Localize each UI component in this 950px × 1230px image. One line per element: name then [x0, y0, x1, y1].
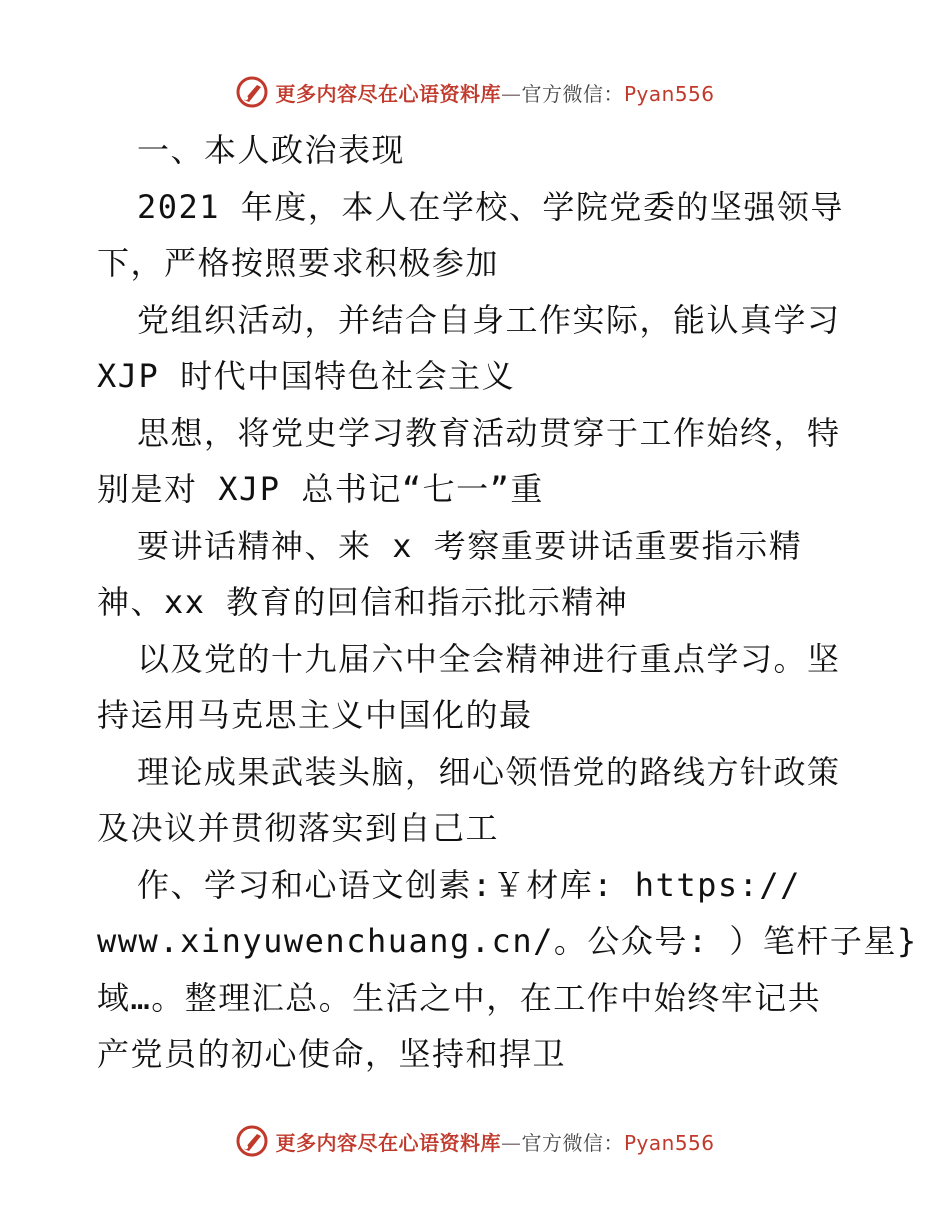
- footer-banner-wechat-label: 官方微信：: [521, 1130, 624, 1155]
- paragraph-line: 2021 年度，本人在学校、学院党委的坚强领导: [137, 187, 844, 226]
- paragraph-line: 理论成果武装头脑，细心领悟党的路线方针政策: [137, 752, 841, 791]
- paragraph-line: 别是对 XJP 总书记“七一”重: [97, 470, 544, 508]
- header-banner-dash: —: [500, 81, 522, 106]
- paragraph-line: 持运用马克思主义中国化的最: [97, 696, 533, 734]
- section-heading: 一、本人政治表现: [137, 131, 406, 169]
- paragraph-line: XJP 时代中国特色社会主义: [97, 357, 516, 395]
- header-banner-text: [275, 78, 714, 107]
- header-banner-title: 更多内容尽在心语资料库: [275, 81, 501, 106]
- paragraph-line: 党组织活动，并结合自身工作实际，能认真学习: [137, 300, 841, 339]
- pen-logo-icon: [235, 75, 269, 109]
- header-banner: [0, 72, 950, 112]
- footer-banner-wechat-id: Pyan556: [623, 1130, 715, 1155]
- paragraph-line: 作、学习和心语文创素:￥材库: https://: [137, 865, 801, 904]
- paragraph-line: 思想，将党史学习教育活动贯穿于工作始终，特: [137, 413, 841, 452]
- footer-banner-title: 更多内容尽在心语资料库: [275, 1130, 501, 1155]
- paragraph-line: 要讲话精神、来 x 考察重要讲话重要指示精: [137, 526, 803, 565]
- document-body: [97, 122, 918, 1083]
- footer-banner: [0, 1121, 950, 1161]
- header-banner-wechat-label: 官方微信：: [521, 81, 624, 106]
- footer-banner-text: [275, 1127, 714, 1156]
- paragraph-line: 及决议并贯彻落实到自己工: [97, 809, 500, 847]
- header-banner-wechat-id: Pyan556: [623, 81, 715, 106]
- paragraph-line: www.xinyuwenchuang.cn/。公众号: ）笔杆子星}: [97, 922, 918, 960]
- paragraph-line: 神、xx 教育的回信和指示批示精神: [97, 583, 629, 621]
- paragraph-line: 下，严格按照要求积极参加: [97, 244, 500, 282]
- pen-logo-icon: [235, 1124, 269, 1158]
- paragraph-line: 产党员的初心使命，坚持和捍卫: [97, 1035, 567, 1073]
- footer-banner-dash: —: [500, 1130, 522, 1155]
- paragraph-line: 域…。整理汇总。生活之中，在工作中始终牢记共: [97, 978, 822, 1017]
- paragraph-line: 以及党的十九届六中全会精神进行重点学习。坚: [137, 639, 841, 678]
